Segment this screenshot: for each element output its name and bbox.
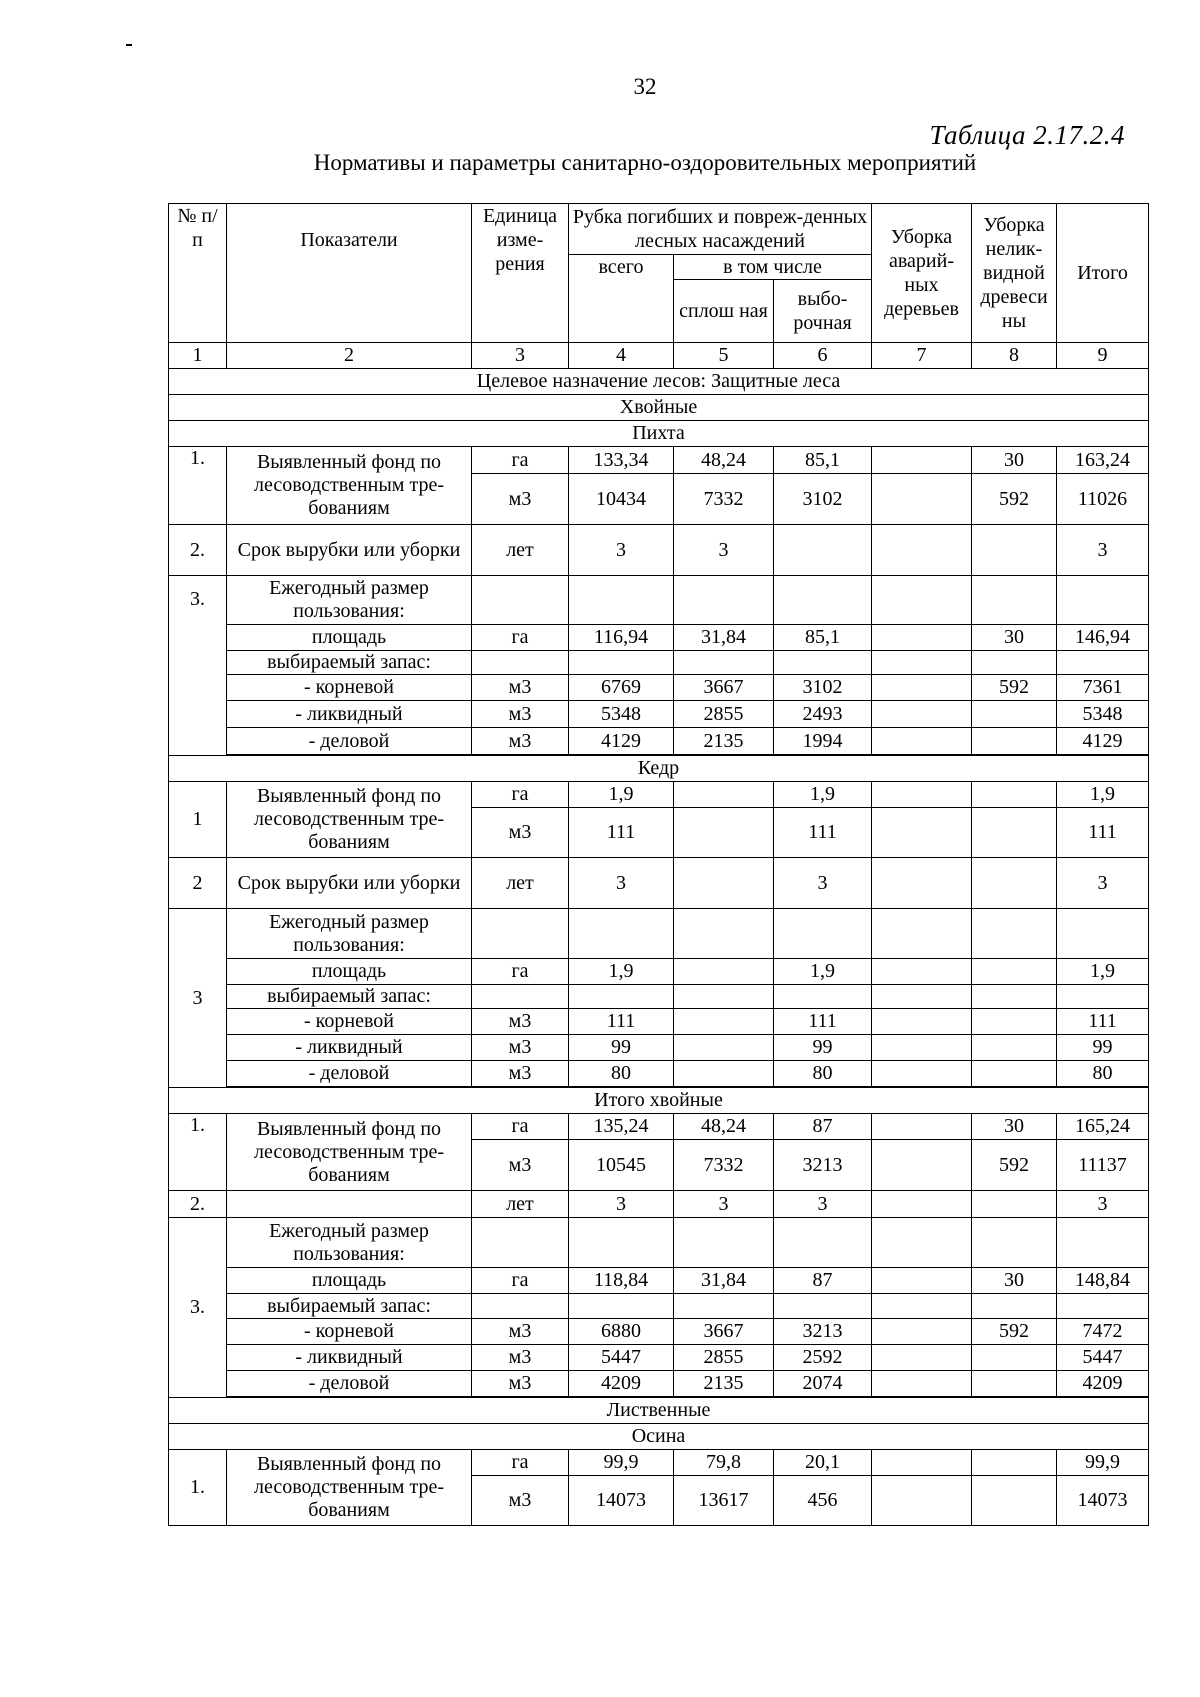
value-cell	[972, 1345, 1057, 1371]
colnum: 2	[227, 343, 472, 369]
label-root: - корневой	[227, 675, 472, 701]
unit-cell: га	[472, 625, 569, 651]
colnum: 6	[774, 343, 872, 369]
value-cell: 4209	[1057, 1371, 1149, 1397]
value-cell	[972, 959, 1057, 985]
value-cell	[972, 701, 1057, 728]
label-annual: Ежегодный размер пользования:	[227, 1218, 472, 1268]
value-cell: 5348	[1057, 701, 1149, 728]
table-row	[169, 1450, 1149, 1476]
value-cell: 111	[569, 1009, 674, 1035]
value-cell	[872, 1450, 972, 1476]
value-cell	[674, 959, 774, 985]
value-cell: 111	[774, 1009, 872, 1035]
label-annual: Ежегодный размер пользования:	[227, 576, 472, 625]
value-cell	[872, 782, 972, 808]
value-cell	[972, 1061, 1057, 1087]
value-cell: 99,9	[1057, 1450, 1149, 1476]
value-cell: 3	[674, 525, 774, 576]
value-cell	[674, 1035, 774, 1061]
section-deciduous: Лиственные	[169, 1398, 1149, 1424]
unit-cell: га	[472, 782, 569, 808]
unit-cell: м3	[472, 728, 569, 755]
value-cell: 111	[569, 808, 674, 858]
value-cell	[872, 675, 972, 701]
value-cell	[972, 1191, 1057, 1218]
value-cell: 30	[972, 447, 1057, 474]
value-cell: 3213	[774, 1319, 872, 1345]
header-unseen: Уборка нелик-видной древеси ны	[972, 204, 1057, 343]
value-cell: 116,94	[569, 625, 674, 651]
label-stock: выбираемый запас:	[227, 651, 472, 675]
table-row	[169, 675, 1149, 701]
value-cell: 2074	[774, 1371, 872, 1397]
colnum: 7	[872, 343, 972, 369]
label-business: - деловой	[227, 1371, 472, 1397]
table-label: Таблица 2.17.2.4	[929, 120, 1125, 150]
value-cell: 80	[1057, 1061, 1149, 1087]
table-row	[169, 909, 1149, 959]
value-cell: 3102	[774, 474, 872, 525]
value-cell: 99,9	[569, 1450, 674, 1476]
table-row	[169, 1035, 1149, 1061]
row-number: 2.	[169, 525, 227, 576]
value-cell	[674, 782, 774, 808]
unit-cell: га	[472, 1114, 569, 1140]
value-cell: 99	[1057, 1035, 1149, 1061]
unit-cell: м3	[472, 474, 569, 525]
value-cell	[774, 525, 872, 576]
value-cell: 3	[569, 1191, 674, 1218]
value-cell: 2855	[674, 1345, 774, 1371]
value-cell: 165,24	[1057, 1114, 1149, 1140]
unit-cell: м3	[472, 1476, 569, 1526]
label-root: - корневой	[227, 1009, 472, 1035]
value-cell	[972, 1371, 1057, 1397]
unit-cell: га	[472, 1268, 569, 1294]
value-cell	[872, 808, 972, 858]
value-cell	[972, 525, 1057, 576]
value-cell: 592	[972, 1319, 1057, 1345]
value-cell: 3	[569, 858, 674, 909]
label-term: Срок вырубки или уборки	[227, 525, 472, 576]
value-cell: 6880	[569, 1319, 674, 1345]
value-cell	[872, 959, 972, 985]
table-row	[169, 959, 1149, 985]
value-cell: 456	[774, 1476, 872, 1526]
value-cell: 3213	[774, 1140, 872, 1191]
value-cell: 7332	[674, 474, 774, 525]
table-row	[169, 1319, 1149, 1345]
value-cell: 11026	[1057, 474, 1149, 525]
value-cell: 13617	[674, 1476, 774, 1526]
value-cell: 1994	[774, 728, 872, 755]
value-cell	[674, 1009, 774, 1035]
row-number: 1	[169, 782, 227, 858]
value-cell	[872, 1114, 972, 1140]
value-cell: 30	[972, 1114, 1057, 1140]
value-cell	[674, 1061, 774, 1087]
unit-cell: м3	[472, 1061, 569, 1087]
colnum: 8	[972, 343, 1057, 369]
label-liquid: - ликвидный	[227, 701, 472, 728]
section-conifers: Хвойные	[169, 395, 1149, 421]
table-row	[169, 447, 1149, 474]
table-row	[169, 1294, 1149, 1319]
value-cell: 48,24	[674, 1114, 774, 1140]
table-row	[169, 1061, 1149, 1087]
value-cell: 1,9	[569, 959, 674, 985]
value-cell	[872, 1009, 972, 1035]
label-stock: выбираемый запас:	[227, 1294, 472, 1319]
value-cell: 85,1	[774, 625, 872, 651]
value-cell	[872, 474, 972, 525]
value-cell: 5447	[1057, 1345, 1149, 1371]
label-fund: Выявленный фонд по лесоводственным тре-бованиям	[227, 447, 472, 525]
value-cell	[872, 1371, 972, 1397]
value-cell	[872, 1319, 972, 1345]
header-unit: Единица изме-рения	[472, 204, 569, 343]
unit-cell: м3	[472, 1140, 569, 1191]
value-cell: 3	[1057, 525, 1149, 576]
value-cell: 4129	[1057, 728, 1149, 755]
value-cell	[872, 858, 972, 909]
value-cell	[872, 1061, 972, 1087]
value-cell	[972, 1450, 1057, 1476]
table-title: Нормативы и параметры санитарно-оздоровительных мероприятий	[313, 150, 977, 175]
value-cell: 99	[774, 1035, 872, 1061]
value-cell: 7361	[1057, 675, 1149, 701]
value-cell: 3	[569, 525, 674, 576]
value-cell: 7332	[674, 1140, 774, 1191]
scan-mark	[126, 44, 132, 46]
value-cell: 10545	[569, 1140, 674, 1191]
header-including: в том числе	[674, 255, 872, 280]
label-fund: Выявленный фонд по лесоводственным тре-бованиям	[227, 1450, 472, 1526]
value-cell: 80	[774, 1061, 872, 1087]
value-cell: 111	[1057, 1009, 1149, 1035]
row-number: 3.	[169, 576, 227, 756]
unit-cell: м3	[472, 1371, 569, 1397]
section-row	[169, 1424, 1149, 1450]
value-cell	[872, 447, 972, 474]
section-fir: Пихта	[169, 421, 1149, 447]
value-cell: 111	[774, 808, 872, 858]
value-cell: 1,9	[774, 959, 872, 985]
section-row	[169, 421, 1149, 447]
row-number: 1.	[169, 1450, 227, 1526]
table-row	[169, 1268, 1149, 1294]
label-root: - корневой	[227, 1319, 472, 1345]
value-cell: 146,94	[1057, 625, 1149, 651]
table-row	[169, 1218, 1149, 1268]
norms-table	[168, 203, 1149, 1526]
table-row	[169, 1371, 1149, 1397]
value-cell: 5447	[569, 1345, 674, 1371]
value-cell: 14073	[569, 1476, 674, 1526]
value-cell: 85,1	[774, 447, 872, 474]
label-liquid: - ликвидный	[227, 1035, 472, 1061]
value-cell: 2135	[674, 1371, 774, 1397]
value-cell: 14073	[1057, 1476, 1149, 1526]
table-row	[169, 1009, 1149, 1035]
label-area: площадь	[227, 1268, 472, 1294]
colnum: 3	[472, 343, 569, 369]
table-row	[169, 625, 1149, 651]
value-cell: 20,1	[774, 1450, 872, 1476]
value-cell	[872, 1191, 972, 1218]
value-cell: 6769	[569, 675, 674, 701]
unit-cell: м3	[472, 1035, 569, 1061]
value-cell: 163,24	[1057, 447, 1149, 474]
unit-cell: м3	[472, 1319, 569, 1345]
value-cell	[674, 858, 774, 909]
header-clear: сплош ная	[674, 280, 774, 343]
label-fund: Выявленный фонд по лесоводственным тре-бованиям	[227, 1114, 472, 1191]
unit-cell: лет	[472, 1191, 569, 1218]
label-business: - деловой	[227, 1061, 472, 1087]
value-cell: 2855	[674, 701, 774, 728]
table-row	[169, 782, 1149, 808]
label-term: Срок вырубки или уборки	[227, 858, 472, 909]
section-row	[169, 395, 1149, 421]
header-row-1	[169, 204, 1149, 255]
value-cell: 133,34	[569, 447, 674, 474]
table-row	[169, 1345, 1149, 1371]
header-felling: Рубка погибших и повреж-денных лесных насаждений	[569, 204, 872, 255]
table-row	[169, 701, 1149, 728]
value-cell: 111	[1057, 808, 1149, 858]
section-row	[169, 1088, 1149, 1114]
value-cell: 99	[569, 1035, 674, 1061]
row-number: 1.	[169, 447, 227, 525]
value-cell: 31,84	[674, 1268, 774, 1294]
table-row	[169, 858, 1149, 909]
colnum: 1	[169, 343, 227, 369]
value-cell: 48,24	[674, 447, 774, 474]
value-cell: 79,8	[674, 1450, 774, 1476]
label-business: - деловой	[227, 728, 472, 755]
table-row	[169, 1114, 1149, 1140]
value-cell: 4129	[569, 728, 674, 755]
value-cell: 80	[569, 1061, 674, 1087]
value-cell: 118,84	[569, 1268, 674, 1294]
value-cell: 3667	[674, 675, 774, 701]
header-total-all: всего	[569, 255, 674, 343]
table-row	[169, 525, 1149, 576]
value-cell: 87	[774, 1114, 872, 1140]
value-cell: 1,9	[1057, 782, 1149, 808]
label-stock: выбираемый запас:	[227, 985, 472, 1009]
value-cell: 2592	[774, 1345, 872, 1371]
section-row	[169, 756, 1149, 782]
value-cell	[972, 858, 1057, 909]
unit-cell: м3	[472, 1009, 569, 1035]
unit-cell: м3	[472, 701, 569, 728]
value-cell: 87	[774, 1268, 872, 1294]
unit-cell: га	[472, 1450, 569, 1476]
row-number: 2	[169, 858, 227, 909]
section-row	[169, 369, 1149, 395]
value-cell: 3	[774, 1191, 872, 1218]
value-cell: 2135	[674, 728, 774, 755]
row-number: 3.	[169, 1218, 227, 1398]
table-row	[169, 728, 1149, 755]
table-row	[169, 1191, 1149, 1218]
row-number: 2.	[169, 1191, 227, 1218]
unit-cell: м3	[472, 1345, 569, 1371]
section-purpose: Целевое назначение лесов: Защитные леса	[169, 369, 1149, 395]
value-cell	[872, 1476, 972, 1526]
unit-cell: м3	[472, 675, 569, 701]
section-aspen: Осина	[169, 1424, 1149, 1450]
label-empty	[227, 1191, 472, 1218]
value-cell: 592	[972, 675, 1057, 701]
colnum: 9	[1057, 343, 1149, 369]
header-num: № п/п	[169, 204, 227, 343]
table-row	[169, 576, 1149, 625]
page-number: 32	[633, 74, 657, 99]
value-cell: 148,84	[1057, 1268, 1149, 1294]
header-itogo: Итого	[1057, 204, 1149, 343]
value-cell: 592	[972, 474, 1057, 525]
value-cell	[674, 808, 774, 858]
value-cell: 3	[1057, 858, 1149, 909]
value-cell	[872, 728, 972, 755]
value-cell: 135,24	[569, 1114, 674, 1140]
value-cell: 3	[1057, 1191, 1149, 1218]
colnum: 4	[569, 343, 674, 369]
row-number: 3	[169, 909, 227, 1088]
value-cell: 3102	[774, 675, 872, 701]
row-number: 1.	[169, 1114, 227, 1191]
value-cell: 30	[972, 1268, 1057, 1294]
value-cell	[972, 1009, 1057, 1035]
value-cell: 1,9	[774, 782, 872, 808]
value-cell: 3	[774, 858, 872, 909]
column-numbers-row	[169, 343, 1149, 369]
section-total-conifers: Итого хвойные	[169, 1088, 1149, 1114]
header-emergency: Уборка аварий-ных деревьев	[872, 204, 972, 343]
unit-cell: га	[472, 959, 569, 985]
table-row	[169, 651, 1149, 675]
value-cell	[972, 782, 1057, 808]
table-row	[169, 985, 1149, 1009]
value-cell	[872, 525, 972, 576]
value-cell	[872, 1035, 972, 1061]
value-cell	[972, 1035, 1057, 1061]
value-cell: 5348	[569, 701, 674, 728]
value-cell	[872, 701, 972, 728]
value-cell: 3	[674, 1191, 774, 1218]
value-cell	[872, 1345, 972, 1371]
value-cell: 30	[972, 625, 1057, 651]
label-fund: Выявленный фонд по лесоводственным тре-бованиям	[227, 782, 472, 858]
section-cedar: Кедр	[169, 756, 1149, 782]
value-cell	[972, 808, 1057, 858]
unit-cell: лет	[472, 858, 569, 909]
value-cell: 11137	[1057, 1140, 1149, 1191]
value-cell	[972, 728, 1057, 755]
unit-cell: м3	[472, 808, 569, 858]
unit-cell: га	[472, 447, 569, 474]
value-cell	[872, 1140, 972, 1191]
value-cell	[972, 1476, 1057, 1526]
header-selective: выбо-рочная	[774, 280, 872, 343]
label-area: площадь	[227, 959, 472, 985]
header-indicators: Показатели	[227, 204, 472, 343]
label-area: площадь	[227, 625, 472, 651]
value-cell: 4209	[569, 1371, 674, 1397]
value-cell: 10434	[569, 474, 674, 525]
value-cell: 3667	[674, 1319, 774, 1345]
value-cell: 31,84	[674, 625, 774, 651]
value-cell: 2493	[774, 701, 872, 728]
label-liquid: - ликвидный	[227, 1345, 472, 1371]
value-cell: 7472	[1057, 1319, 1149, 1345]
label-annual: Ежегодный размер пользования:	[227, 909, 472, 959]
unit-cell: лет	[472, 525, 569, 576]
colnum: 5	[674, 343, 774, 369]
value-cell: 1,9	[1057, 959, 1149, 985]
value-cell: 1,9	[569, 782, 674, 808]
value-cell: 592	[972, 1140, 1057, 1191]
value-cell	[872, 625, 972, 651]
section-row	[169, 1398, 1149, 1424]
value-cell	[872, 1268, 972, 1294]
